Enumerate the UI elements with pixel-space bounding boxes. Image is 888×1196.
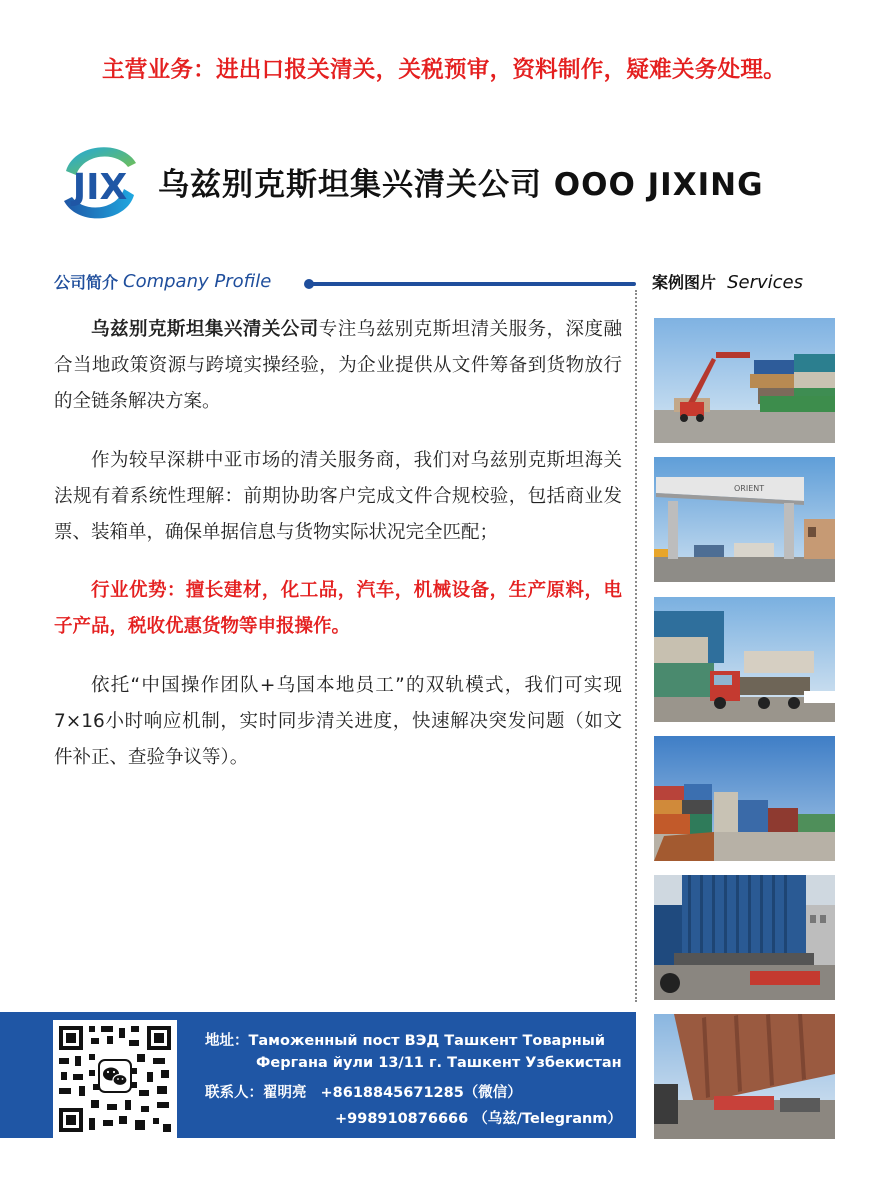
- address-line-1: Таможенный пост ВЭД Ташкент Товарный: [248, 1033, 605, 1049]
- heading-rule: [308, 282, 636, 286]
- services-heading-en: Services: [727, 272, 804, 293]
- services-heading: [652, 270, 803, 293]
- address-line-2: Фергана йули 13/11 г. Ташкент Узбекистан: [256, 1055, 622, 1071]
- address-label: 地址：: [205, 1033, 249, 1049]
- profile-heading-cn: 公司简介: [54, 273, 119, 292]
- profile-body: [54, 312, 622, 798]
- company-name: 乌兹别克斯坦集兴清关公司 OOO JIXING: [158, 167, 764, 203]
- contact-label: 联系人：: [205, 1085, 263, 1101]
- heading-rule-dot: [304, 279, 314, 289]
- container-truck-photo: [654, 1014, 835, 1139]
- main-business-banner: 主营业务：进出口报关清关，关税预审，资料制作，疑难关务处理。: [101, 57, 786, 83]
- profile-paragraph-2: 作为较早深耕中亚市场的清关服务商，我们对乌兹别克斯坦海关法规有着系统性理解：前期协助客户完成文件合规校验，包括商业发票、装箱单，确保单据信息与货物实际状况完全匹配；: [54, 449, 622, 544]
- profile-heading-en: Company Profile: [123, 271, 272, 292]
- profile-paragraph-4: 依托“中国操作团队+乌国本地员工”的双轨模式，我们可实现7×16小时响应机制，实时同步清关进度，快速解决突发问题（如文件补正、查验争议等）。: [54, 674, 622, 769]
- address-row-1: [205, 1029, 605, 1050]
- contact-row-1: [205, 1081, 522, 1102]
- container-stack-photo: [654, 736, 835, 861]
- profile-paragraph-1: [54, 312, 622, 421]
- container-unloading-photo: [654, 875, 835, 1000]
- services-heading-cn: 案例图片: [652, 273, 717, 292]
- paragraph-1-text: 专注乌兹别克斯坦清关服务，深度融合当地政策资源与跨境实操经验，为企业提供从文件筹备到货物放行的全链条解决方案。: [54, 319, 622, 413]
- truck-loading-photo: [654, 597, 835, 722]
- wechat-qr-code[interactable]: [53, 1020, 177, 1138]
- company-logo: [52, 137, 148, 227]
- phone-telegram[interactable]: +998910876666 （乌兹/Telegranm）: [335, 1111, 622, 1127]
- gate-sign: ORIENT: [734, 484, 765, 493]
- customs-gate-photo: [654, 457, 835, 582]
- contact-name: 翟明亮: [263, 1085, 307, 1101]
- company-name-inline: 乌兹别克斯坦集兴清关公司: [91, 319, 319, 340]
- container-yard-photo: [654, 318, 835, 443]
- logo-text: JIX: [72, 167, 128, 208]
- industry-advantages: 行业优势：擅长建材，化工品，汽车，机械设备，生产原料，电子产品，税收优惠货物等申报操作。: [54, 580, 622, 638]
- column-divider: [635, 290, 637, 1002]
- phone-wechat[interactable]: +8618845671285（微信）: [320, 1085, 522, 1101]
- company-profile-heading: [54, 270, 271, 293]
